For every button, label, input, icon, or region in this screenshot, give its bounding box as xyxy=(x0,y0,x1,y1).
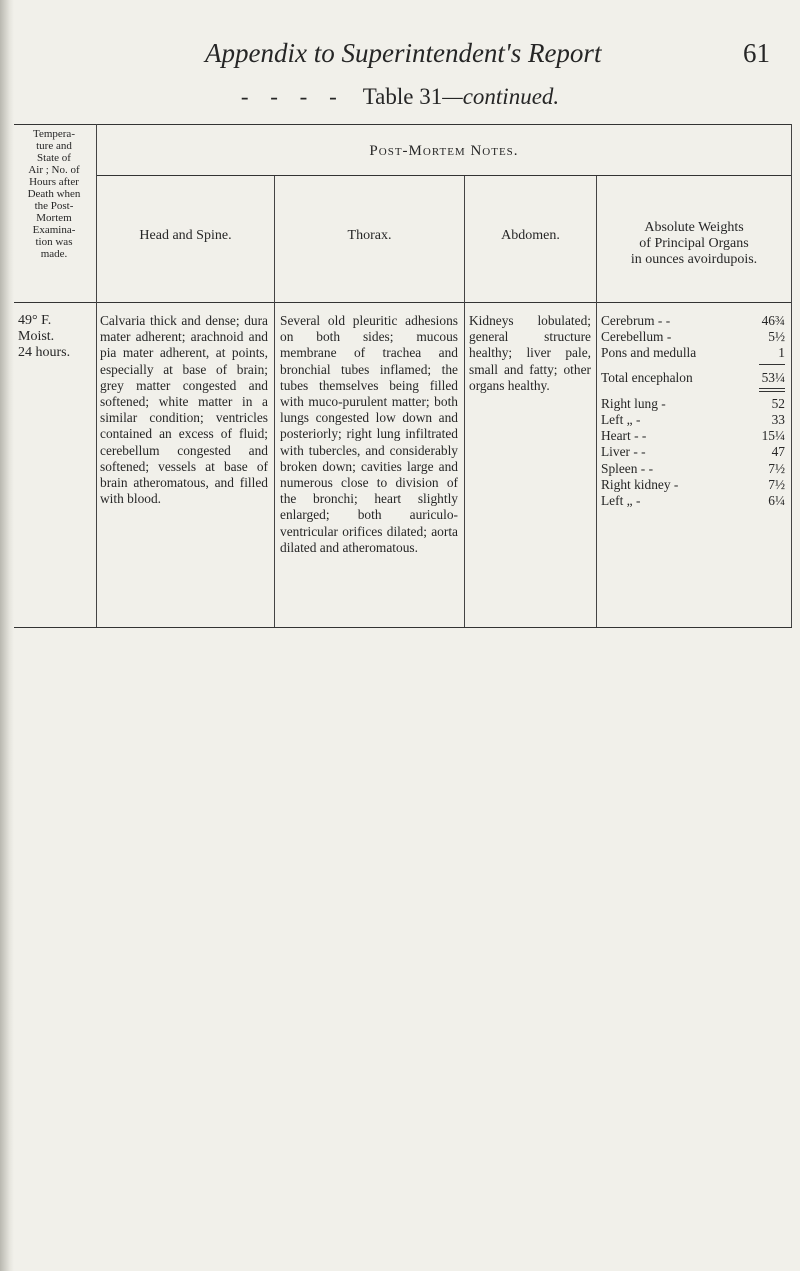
table-bottom-rule xyxy=(14,627,792,628)
head-spine-header: Head and Spine. xyxy=(139,228,232,243)
double-rule-bottom xyxy=(759,391,785,392)
temp-header-line: the Post- xyxy=(34,200,74,212)
organ-label: Pons and medulla xyxy=(601,345,697,361)
weight-row xyxy=(601,461,785,477)
temp-header-line: State of xyxy=(37,152,71,164)
temp-header-line: ture and xyxy=(36,140,72,152)
header-bottom-rule xyxy=(14,302,792,303)
organ-weight: 5½ xyxy=(768,329,785,345)
table-top-rule xyxy=(14,124,792,125)
organ-weights-list xyxy=(601,313,785,509)
col-divider-1 xyxy=(96,124,97,627)
temp-header-line: Examina- xyxy=(32,224,76,236)
organ-label: Total encephalon xyxy=(601,369,693,385)
temp-header-line: Death when xyxy=(27,188,81,200)
air-state-value: Moist. xyxy=(18,329,55,344)
weights-header xyxy=(597,220,791,268)
weight-row xyxy=(601,313,785,329)
sum-rule-spacer xyxy=(601,362,785,370)
organ-label: Heart - - xyxy=(601,428,647,444)
weight-row xyxy=(601,329,785,345)
organ-label: Right lung - xyxy=(601,395,666,411)
organ-label: Cerebellum - xyxy=(601,329,672,345)
organ-weight: 7½ xyxy=(768,476,785,492)
temperature-value: 49° F. xyxy=(18,313,52,328)
sum-rule xyxy=(759,364,785,365)
organ-label: Cerebrum - - xyxy=(601,313,671,328)
temp-header-line: Mortem xyxy=(36,212,72,224)
temp-header-line: Tempera- xyxy=(33,128,75,140)
weight-row xyxy=(601,493,785,509)
hours-value: 24 hours. xyxy=(18,345,71,360)
organ-weight: 7½ xyxy=(768,460,785,476)
organ-weight: 46¾ xyxy=(761,313,785,328)
weights-header-line: Absolute Weights xyxy=(644,220,744,235)
post-mortem-notes-header: Post-Mortem Notes. xyxy=(369,143,519,159)
temp-header-line: tion was xyxy=(35,236,73,248)
temp-header-line: Hours after xyxy=(29,176,79,188)
weight-row xyxy=(601,428,785,444)
organ-weight: 33 xyxy=(771,411,785,427)
page-binding-edge xyxy=(0,0,14,1271)
abdomen-notes: Kidneys lobulated; general structure healthy; liver pale, small and fatty; other organs healthy. xyxy=(469,313,591,393)
thorax-notes: Several old pleuritic adhesions on both sides; mucous membrane of trachea and bronchial tubes inflamed; the tubes themselves being filled with muco-purulent matter; both lungs congested low down and posteriorly; right lung infiltrated with tubercles, and considerably broken down; cavities large and numerous close to division of the bronchi; heart slightly enlarged; both auriculo-ventricular orifices dilated; aorta dilated and atheromatous. xyxy=(280,313,458,555)
organ-label: Spleen - - xyxy=(601,460,654,476)
temp-header-line: Air ; No. of xyxy=(28,164,80,176)
weight-row xyxy=(601,396,785,412)
running-title: Appendix to Superintendent's Report xyxy=(205,38,602,68)
organ-weight: 53¼ xyxy=(761,369,785,385)
organ-label: Liver - - xyxy=(601,444,646,460)
table-continued: —continued. xyxy=(442,84,560,109)
head-spine-notes: Calvaria thick and dense; dura mater adherent; arachnoid and pia mater adherent, at points, especially at base of brain; grey matter congested and softened; white matter in a similar condition; ventricles contained an excess of fluid; cerebellum congested and softened; vessels at base of brain atheromatous, and filled with blood. xyxy=(100,313,268,507)
organ-label: Left „ - xyxy=(601,492,641,508)
double-rule-spacer xyxy=(601,386,785,396)
organ-weight: 15¼ xyxy=(761,428,785,444)
temperature-cell xyxy=(18,313,94,361)
thorax-header: Thorax. xyxy=(347,228,392,243)
running-header xyxy=(195,38,770,78)
title-dashes: - - - - xyxy=(240,84,345,109)
organ-weight: 6¼ xyxy=(768,492,785,508)
organ-weight: 1 xyxy=(778,345,785,361)
weight-row xyxy=(601,477,785,493)
temperature-column-header xyxy=(14,128,94,260)
organ-label: Left „ - xyxy=(601,411,641,427)
weights-header-line: of Principal Organs xyxy=(639,236,749,251)
organ-label: Right kidney - xyxy=(601,476,679,492)
page-number: 61 xyxy=(743,38,770,68)
weight-row xyxy=(601,412,785,428)
subheader-rule xyxy=(96,175,792,176)
table-title xyxy=(0,84,800,110)
temp-header-line: made. xyxy=(40,248,68,260)
organ-weight: 47 xyxy=(771,444,785,460)
weight-row xyxy=(601,444,785,460)
abdomen-header: Abdomen. xyxy=(501,228,560,243)
table-right-rule xyxy=(791,124,792,627)
weights-header-line: in ounces avoirdupois. xyxy=(630,252,758,267)
organ-weight: 52 xyxy=(771,395,785,411)
table-label: Table 31 xyxy=(362,84,443,109)
weight-row xyxy=(601,345,785,361)
weight-row-total xyxy=(601,370,785,386)
double-rule-top xyxy=(759,388,785,389)
